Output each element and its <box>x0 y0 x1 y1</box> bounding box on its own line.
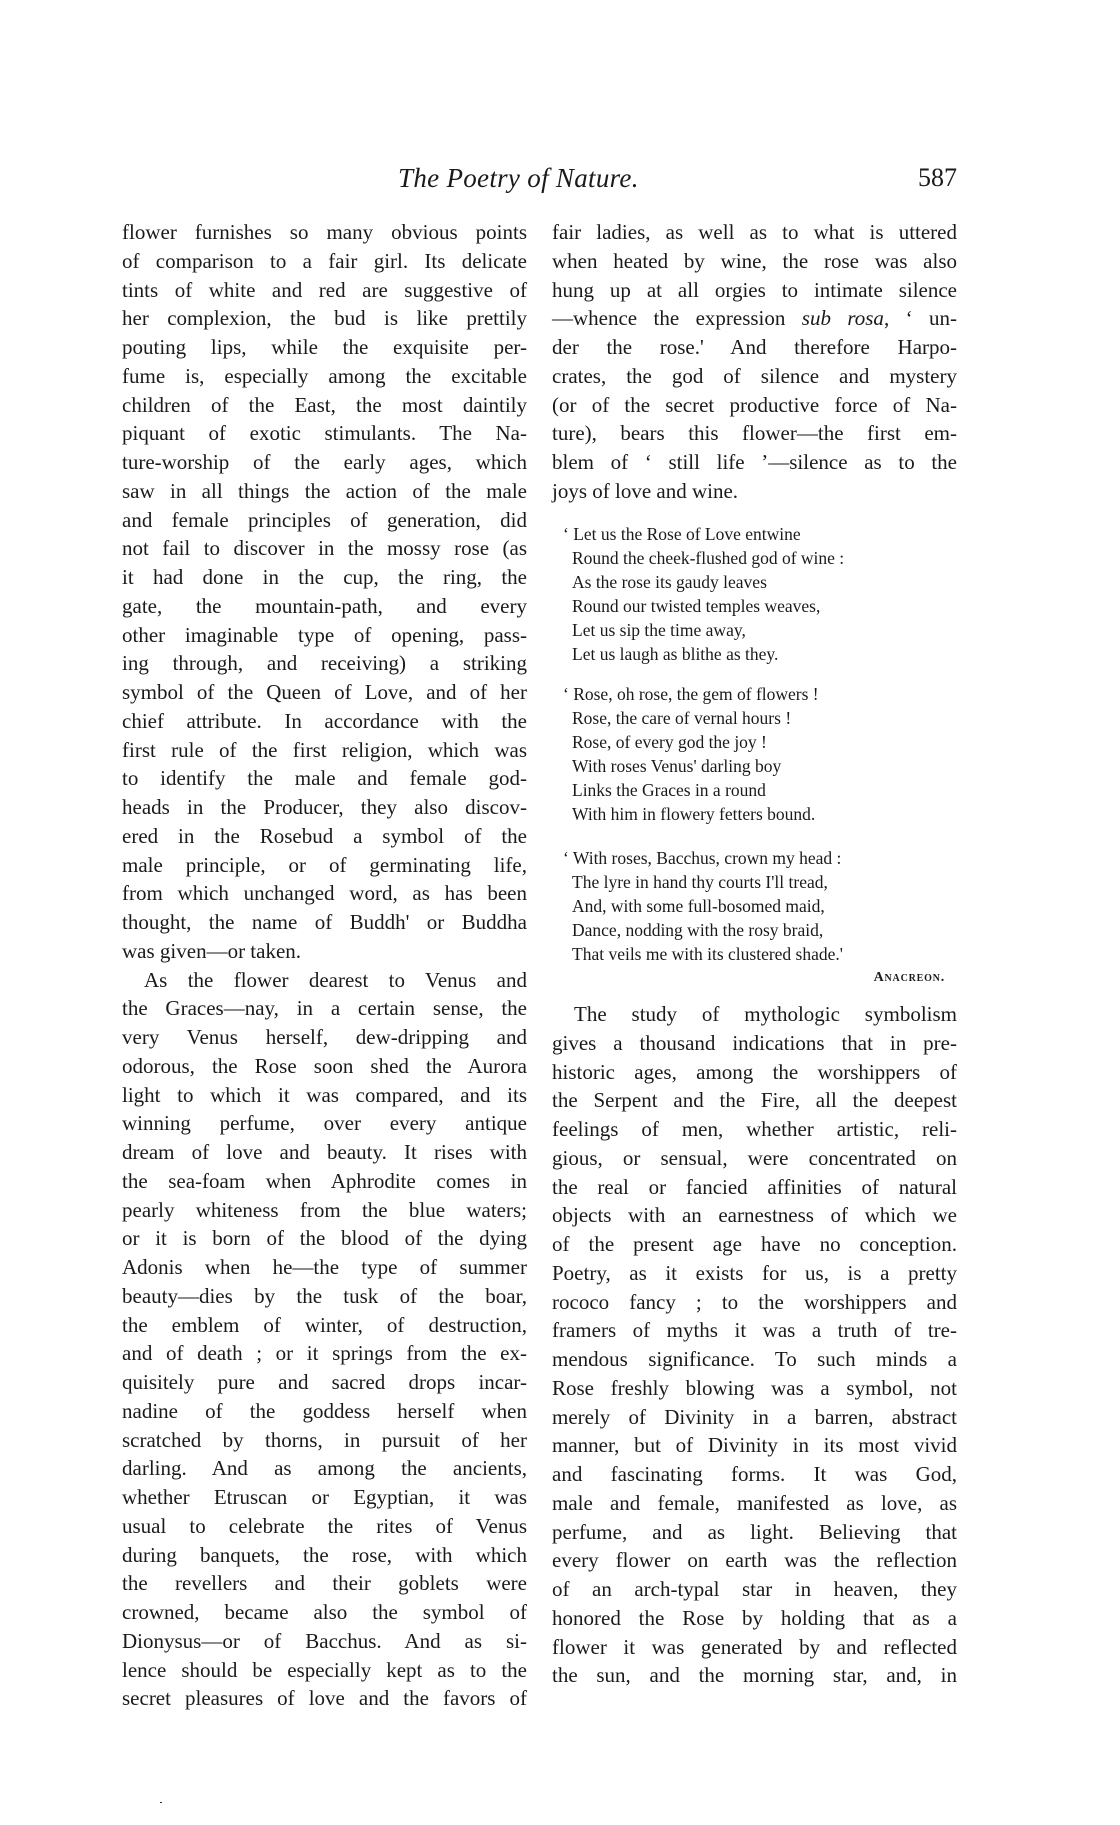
text-line: piquant of exotic stimulants. The Na- <box>122 421 527 446</box>
text-line: crates, the god of silence and mystery <box>552 363 957 388</box>
poem-line: That veils me with its clustered shade.' <box>572 944 843 964</box>
text-line: first rule of the first religion, which was <box>122 737 527 762</box>
poem-line: Rose, of every god the joy ! <box>572 732 767 752</box>
poem-line: Dance, nodding with the rosy braid, <box>572 920 824 940</box>
page-number: 587 <box>918 163 957 192</box>
poem-line: And, with some full-bosomed maid, <box>572 896 825 916</box>
text-line: dream of love and beauty. It rises with <box>122 1140 527 1164</box>
text-line: honored the Rose by holding that as a <box>552 1605 957 1630</box>
text-line: to identify the male and female god- <box>122 766 527 791</box>
text-line: odorous, the Rose soon shed the Aurora <box>122 1053 527 1078</box>
text-line: whether Etruscan or Egyptian, it was <box>122 1485 527 1509</box>
text-line: other imaginable type of opening, pass- <box>122 622 527 647</box>
poem-line: Rose, the care of vernal hours ! <box>572 708 792 728</box>
poem-line: Round our twisted temples weaves, <box>572 596 821 616</box>
poem-stanza-2 <box>563 682 953 826</box>
text-line: feelings of men, whether artistic, reli- <box>552 1117 957 1141</box>
text-line: not fail to discover in the mossy rose (as <box>122 536 527 561</box>
text-line: male principle, or of germinating life, <box>122 852 527 877</box>
text-line: perfume, and as light. Believing that <box>552 1519 957 1544</box>
text-line: and of death ; or it springs from the ex- <box>122 1341 527 1366</box>
text-line: the Serpent and the Fire, all the deepest <box>552 1088 957 1113</box>
text-line: historic ages, among the worshippers of <box>552 1059 957 1084</box>
text-line: was given—or taken. <box>122 938 302 963</box>
text-line: her complexion, the bud is like prettily <box>122 306 527 331</box>
text-line: objects with an earnestness of which we <box>552 1203 957 1228</box>
text-line: Rose freshly blowing was a symbol, not <box>552 1375 957 1400</box>
text-line: merely of Divinity in a barren, abstract <box>552 1404 957 1429</box>
text-line: and fascinating forms. It was God, <box>552 1462 957 1486</box>
poem-line: With him in flowery fetters bound. <box>572 804 816 824</box>
text-line: very Venus herself, dew-dripping and <box>122 1025 527 1049</box>
text-line: chief attribute. In accordance with the <box>122 708 527 733</box>
text-line: it had done in the cup, the ring, the <box>122 565 527 589</box>
text-line: der the rose.' And therefore Harpo- <box>552 335 957 359</box>
text-line: or it is born of the blood of the dying <box>122 1226 527 1251</box>
text-line: when heated by wine, the rose was also <box>552 248 957 273</box>
poem-stanza-1 <box>563 522 953 666</box>
text-line: children of the East, the most daintily <box>122 392 527 417</box>
text-line: from which unchanged word, as has been <box>122 881 527 906</box>
text-line: framers of myths it was a truth of tre- <box>552 1318 957 1343</box>
text-line: heads in the Producer, they also discov- <box>122 795 527 819</box>
text-line: winning perfume, over every antique <box>122 1111 527 1136</box>
text-line: joys of love and wine. <box>552 478 739 503</box>
left-column <box>122 218 527 1713</box>
text-line: usual to celebrate the rites of Venus <box>122 1513 527 1538</box>
text-line: Dionysus—or of Bacchus. And as si- <box>122 1628 527 1653</box>
poem-line: With roses Venus' darling boy <box>572 756 782 776</box>
text-line: gives a thousand indications that in pre- <box>552 1030 957 1055</box>
text-line: mendous significance. To such minds a <box>552 1347 957 1371</box>
text-line: secret pleasures of love and the favors of <box>122 1686 527 1711</box>
text-line-sub-rosa <box>552 304 957 333</box>
text-fragment: —whence the expression <box>552 306 802 331</box>
text-line: crowned, became also the symbol of <box>122 1600 527 1624</box>
text-line: ing through, and receiving) a striking <box>122 651 527 676</box>
right-column-closing <box>552 1000 957 1690</box>
text-line: nadine of the goddess herself when <box>122 1398 527 1423</box>
text-line: tints of white and red are suggestive of <box>122 277 527 302</box>
poem-attribution: Anacreon. <box>873 970 945 985</box>
text-line: manner, but of Divinity in its most vivid <box>552 1433 957 1458</box>
text-line: blem of ‘ still life ’—silence as to the <box>552 450 957 474</box>
poem-line: Let us laugh as blithe as they. <box>572 644 779 664</box>
poem-stanza-3 <box>563 846 953 990</box>
text-line: symbol of the Queen of Love, and of her <box>122 680 527 704</box>
print-speck <box>160 1802 162 1803</box>
text-line: of the present age have no conception. <box>552 1232 957 1256</box>
text-line: gate, the mountain-path, and every <box>122 593 527 618</box>
poem-line: The lyre in hand thy courts I'll tread, <box>572 872 828 892</box>
text-line: darling. And as among the ancients, <box>122 1456 527 1481</box>
text-line: the sun, and the morning star, and, in <box>552 1663 957 1688</box>
poem-line: As the rose its gaudy leaves <box>572 572 767 592</box>
text-line: flower it was generated by and reflected <box>552 1634 957 1659</box>
text-fragment: , ‘ un- <box>883 306 957 331</box>
text-line: Adonis when he—the type of summer <box>122 1255 527 1279</box>
text-line: thought, the name of Buddh' or Buddha <box>122 910 527 934</box>
poem-line: ‘ With roses, Bacchus, crown my head : <box>563 848 842 868</box>
text-line: the revellers and their goblets were <box>122 1571 527 1596</box>
text-line: pearly whiteness from the blue waters; <box>122 1197 527 1222</box>
text-line: As the flower dearest to Venus and <box>144 967 527 992</box>
text-line: saw in all things the action of the male <box>122 478 527 503</box>
text-line: ture-worship of the early ages, which <box>122 450 527 474</box>
text-line: lence should be especially kept as to the <box>122 1657 527 1682</box>
text-line: and female principles of generation, did <box>122 507 527 532</box>
text-line: Poetry, as it exists for us, is a pretty <box>552 1260 957 1285</box>
poem-line: Let us sip the time away, <box>572 620 746 640</box>
text-line: fume is, especially among the excitable <box>122 363 527 388</box>
text-line: beauty—dies by the tusk of the boar, <box>122 1283 527 1308</box>
text-line: The study of mythologic symbolism <box>574 1002 957 1026</box>
poem-line: Links the Graces in a round <box>572 780 766 800</box>
running-title: The Poetry of Nature. <box>398 163 639 193</box>
text-line: during banquets, the rose, with which <box>122 1542 527 1567</box>
text-line: the Graces—nay, in a certain sense, the <box>122 996 527 1021</box>
text-line: (or of the secret productive force of Na- <box>552 392 957 417</box>
text-line: quisitely pure and sacred drops incar- <box>122 1370 527 1394</box>
text-line: flower furnishes so many obvious points <box>122 220 527 244</box>
poem-line: Round the cheek-flushed god of wine : <box>572 548 845 568</box>
text-line: the real or fancied affinities of natural <box>552 1174 957 1199</box>
text-line: male and female, manifested as love, as <box>552 1490 957 1515</box>
poem-line: ‘ Rose, oh rose, the gem of flowers ! <box>563 684 819 704</box>
text-line: scratched by thorns, in pursuit of her <box>122 1427 527 1452</box>
text-line: pouting lips, while the exquisite per- <box>122 335 527 359</box>
text-line: rococo fancy ; to the worshippers and <box>552 1289 957 1314</box>
text-line: ture), bears this flower—the first em- <box>552 421 957 446</box>
text-line: gious, or sensual, were concentrated on <box>552 1145 957 1170</box>
right-column-intro <box>552 218 957 506</box>
text-line: the sea-foam when Aphrodite comes in <box>122 1168 527 1193</box>
text-line: ered in the Rosebud a symbol of the <box>122 823 527 848</box>
text-line: hung up at all orgies to intimate silence <box>552 277 957 302</box>
poem-line: ‘ Let us the Rose of Love entwine <box>563 524 801 544</box>
sub-rosa-italic: sub rosa <box>801 306 884 331</box>
text-line: fair ladies, as well as to what is uttered <box>552 220 957 244</box>
text-line: light to which it was compared, and its <box>122 1082 527 1107</box>
text-line: every flower on earth was the reflection <box>552 1548 957 1573</box>
text-line: the emblem of winter, of destruction, <box>122 1312 527 1337</box>
text-line: of an arch-typal star in heaven, they <box>552 1577 957 1601</box>
text-line: of comparison to a fair girl. Its delicate <box>122 248 527 273</box>
